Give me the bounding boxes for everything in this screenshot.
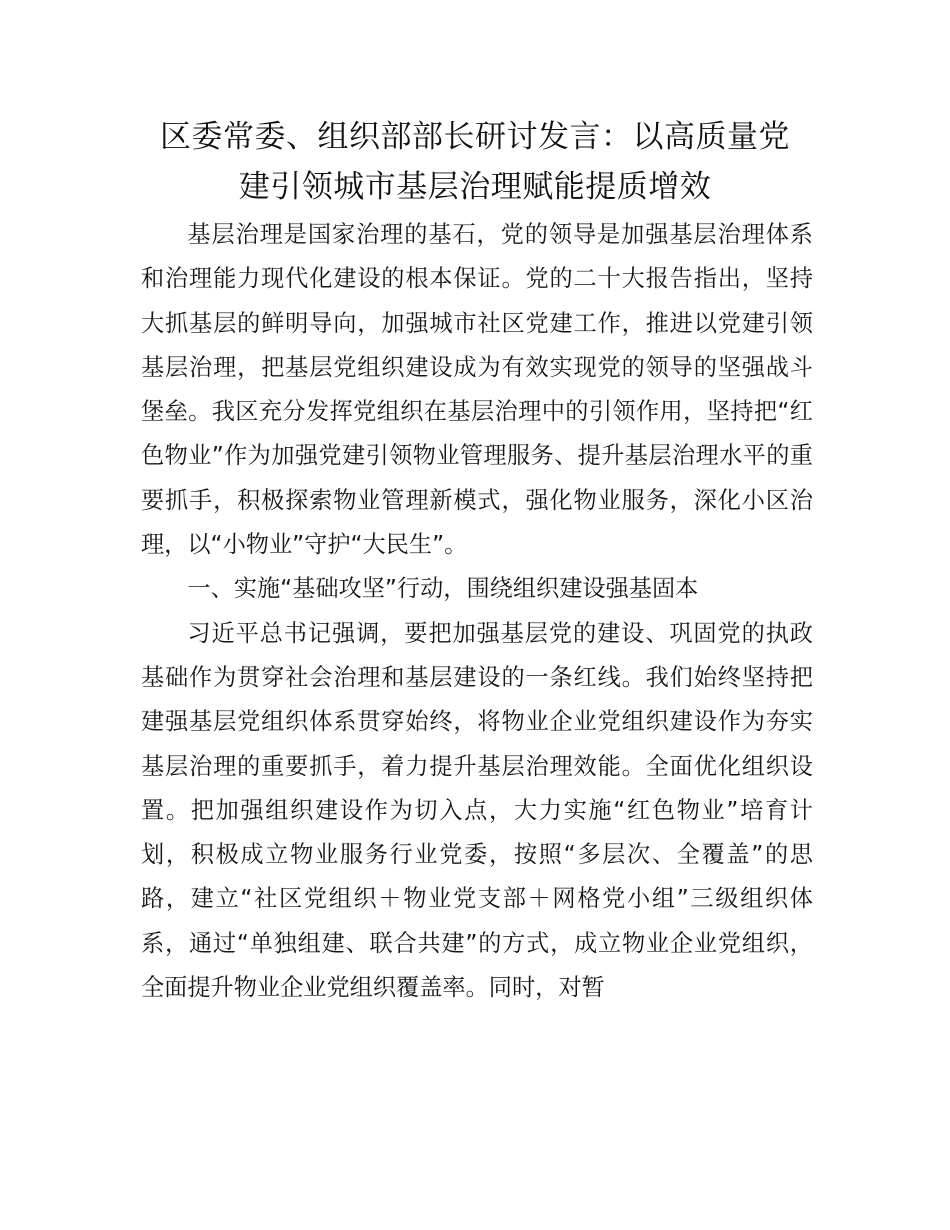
document-title [110,112,840,212]
section-1-paragraph: 习近平总书记强调，要把加强基层党的建设、巩固党的执政基础作为贯穿社会治理和基层建设的一条红线。我们始终坚持把建强基层党组织体系贯穿始终，将物业企业党组织建设作为夯实基层治理的重要抓手，着力提升基层治理效能。全面优化组织设置。把加强组织建设作为切入点，大力实施“红色物业”培育计划，积极成立物业服务行业党委，按照“多层次、全覆盖”的思路，建立“社区党组织＋物业党支部＋网格党小组”三级组织体系，通过“单独组建、联合共建”的方式，成立物业企业党组织，全面提升物业企业党组织覆盖率。同时，对暂 [141,619,813,1002]
section-heading-1: 一、实施“基础攻坚”行动，围绕组织建设强基固本 [187,575,699,603]
intro-paragraph: 基层治理是国家治理的基石，党的领导是加强基层治理体系和治理能力现代化建设的根本保证。党的二十大报告指出，坚持大抓基层的鲜明导向，加强城市社区党建工作，推进以党建引领基层治理，把基层党组织建设成为有效实现党的领导的坚强战斗堡垒。我区充分发挥党组织在基层治理中的引领作用，坚持把“红色物业”作为加强党建引领物业管理服务、提升基层治理水平的重要抓手，积极探索物业管理新模式，强化物业服务，深化小区治理，以“小物业”守护“大民生”。 [141,221,813,559]
title-line-1: 区委常委、组织部部长研讨发言：以高质量党 [160,119,790,155]
document-body [141,213,813,1010]
title-line-2: 建引领城市基层治理赋能提质增效 [238,169,712,205]
